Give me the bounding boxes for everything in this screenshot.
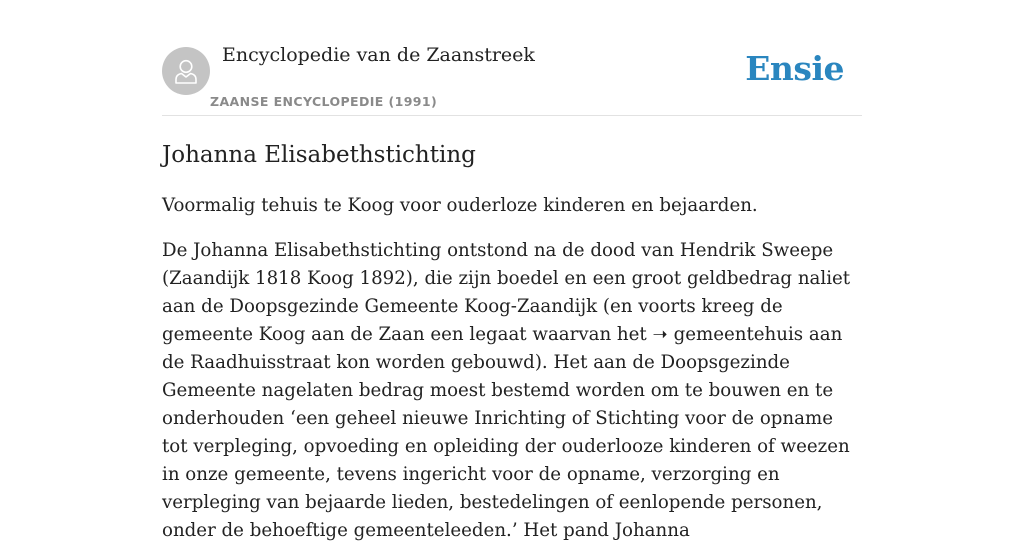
body-text-part2: aan de Raadhuisstraat kon worden gebouwd). Het aan de Doopsgezinde Gemeente nagelaten bedrag moest bestemd worden om te bouwen en te onderhouden ‘een geheel nieuwe Inrichting of Stichting voor de opname tot verpleging, opvoeding en opleiding der ouderlooze kinderen of weezen in onze gemeente, tevens ingericht voor de opname, verzorging en verpleging van bejaarde lieden, bestedelingen of eenlopende personen, onder de behoeftige gemeenteleeden.’ Het pand Johanna <box>162 324 850 541</box>
ensie-logo[interactable]: Ensie <box>745 49 844 88</box>
cross-reference-link[interactable]: gemeentehuis <box>673 324 804 345</box>
article-body <box>162 237 862 545</box>
body-text-part1: De Johanna Elisabethstichting ontstond na de dood van Hendrik Sweepe (Zaandijk 1818 Koog 1892), die zijn boedel en een groot geldbedrag naliet aan de Doopsgezinde Gemeente Koog-Zaandijk (en voorts kreeg de gemeente Koog aan de Zaan een legaat waarvan het <box>162 240 851 345</box>
user-avatar-icon[interactable] <box>162 47 210 95</box>
page <box>162 0 862 545</box>
article-lead: Voormalig tehuis te Koog voor ouderloze kinderen en bejaarden. <box>162 195 758 216</box>
person-outline-icon <box>171 56 201 86</box>
cross-reference-arrow-icon: ➝ <box>652 324 668 345</box>
header <box>162 0 862 116</box>
source-subtitle[interactable]: ZAANSE ENCYCLOPEDIE (1991) <box>210 94 438 109</box>
article-title: Johanna Elisabethstichting <box>162 142 476 168</box>
source-title[interactable]: Encyclopedie van de Zaanstreek <box>222 44 535 66</box>
